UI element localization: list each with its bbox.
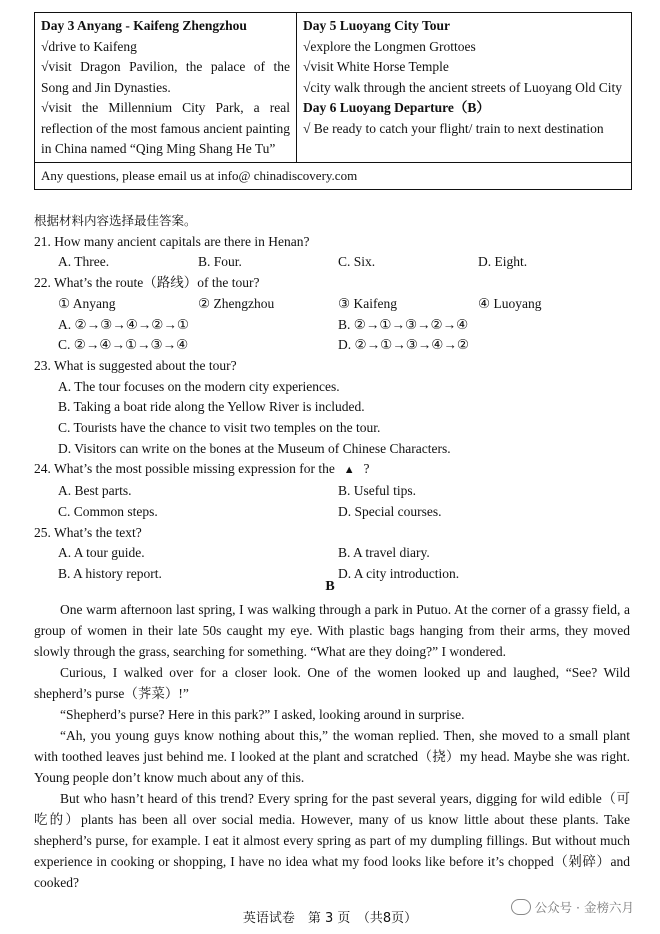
day3-line: √visit Dragon Pavilion, the palace of the Song and Jin Dynasties. xyxy=(41,59,290,95)
passage-paragraph: “Ah, you young guys know nothing about this,” the woman replied. Then, she moved to a small plant with toothed leaves just behind me. I looked at the plant and scratched（挠）my head. Maybe she was right. Young people don’t know much about any of this. xyxy=(34,728,630,785)
option-d[interactable]: D. Visitors can write on the bones at the Museum of Chinese Characters. xyxy=(58,440,451,456)
day5-line: √city walk through the ancient streets of Luoyang Old City xyxy=(303,79,622,95)
option-c[interactable]: B. A history report. xyxy=(58,565,162,581)
option-d[interactable]: D. Special courses. xyxy=(338,503,442,519)
option-a[interactable]: A. ②→③→④→②→① xyxy=(58,316,190,332)
watermark: 公众号 · 金榜六月 xyxy=(511,898,634,916)
day5-title: Day 5 Luoyang City Tour xyxy=(303,18,451,33)
day3-title: Day 3 Anyang - Kaifeng Zhengzhou xyxy=(41,18,247,33)
passage-paragraph: Curious, I walked over for a closer look. One of the women looked up and laughed, “See? Wild shepherd’s purse（荠菜）!” xyxy=(34,665,630,701)
option-a[interactable]: A. The tour focuses on the modern city experiences. xyxy=(58,378,340,394)
page-footer: 英语试卷 第 3 页 （共8页） xyxy=(242,911,418,926)
wechat-icon xyxy=(511,899,531,915)
place-label: ① Anyang xyxy=(58,295,116,311)
option-c[interactable]: C. Tourists have the chance to visit two temples on the tour. xyxy=(58,420,381,436)
question-21 xyxy=(34,232,634,273)
option-c[interactable]: C. Common steps. xyxy=(58,503,158,519)
day3-line: √drive to Kaifeng xyxy=(41,38,137,54)
place-label: ③ Kaifeng xyxy=(338,295,397,311)
option-d[interactable]: D. A city introduction. xyxy=(338,565,460,581)
option-a[interactable]: A. Three. xyxy=(58,254,110,270)
passage-b xyxy=(34,599,630,893)
question-25 xyxy=(34,523,634,585)
question-22 xyxy=(34,273,634,356)
question-stem: 22. What’s the route（路线）of the tour? xyxy=(34,275,260,291)
place-label: ④ Luoyang xyxy=(478,295,542,311)
day6-title: Day 6 Luoyang Departure（B） xyxy=(303,100,490,115)
option-b[interactable]: B. Useful tips. xyxy=(338,483,417,499)
place-label: ② Zhengzhou xyxy=(198,295,275,311)
question-24 xyxy=(34,459,634,522)
option-b[interactable]: B. Taking a boat ride along the Yellow River is included. xyxy=(58,399,365,415)
question-stem: 25. What’s the text? xyxy=(34,524,142,540)
passage-paragraph: “Shepherd’s purse? Here in this park?” I asked, looking around in surprise. xyxy=(60,707,465,722)
question-stem: 23. What is suggested about the tour? xyxy=(34,357,237,373)
itinerary-table xyxy=(34,12,632,190)
option-c[interactable]: C. Six. xyxy=(338,254,376,270)
question-23 xyxy=(34,356,634,460)
option-b[interactable]: B. Four. xyxy=(198,254,242,270)
option-b[interactable]: B. A travel diary. xyxy=(338,545,430,561)
contact-line: Any questions, please email us at info@ chinadiscovery.com xyxy=(35,162,631,190)
option-c[interactable]: C. ②→④→①→③→④ xyxy=(58,337,189,353)
option-d[interactable]: D. Eight. xyxy=(478,254,528,270)
itinerary-right-cell xyxy=(297,13,631,162)
question-stem: 21. How many ancient capitals are there in Henan? xyxy=(34,233,310,249)
day6-line: √ Be ready to catch your flight/ train to next destination xyxy=(303,120,604,136)
day3-line: √visit the Millennium City Park, a real reflection of the most famous ancient painting in China named “Qing Ming Shang He Tu” xyxy=(41,100,290,156)
section-b-heading: B xyxy=(325,579,335,594)
day5-line: √explore the Longmen Grottoes xyxy=(303,38,476,54)
questions-section xyxy=(34,211,634,585)
day5-line: √visit White Horse Temple xyxy=(303,59,449,74)
passage-paragraph: But who hasn’t heard of this trend? Every spring for the past several years, digging for wild edible（可吃的）plants has been all over social media. However, many of us know little about these plants. Take shepherd’s purse, for example. I eat it almost every spring as part of my dumpling fillings. But without much experience in cooking or shopping, I have no idea what my food looks like before it’s chopped（剁碎）and cooked? xyxy=(34,791,630,890)
option-a[interactable]: A. A tour guide. xyxy=(58,545,145,561)
blank-triangle-icon: ▲ xyxy=(338,464,361,477)
option-d[interactable]: D. ②→①→③→④→② xyxy=(338,337,470,353)
passage-paragraph: One warm afternoon last spring, I was walking through a park in Putuo. At the corner of a grassy field, a group of women in their late 50s caught my eye. With plastic bags hanging from their arms, they moved slowly through the grass, searching for something. “What are they doing?” I wondered. xyxy=(34,602,630,659)
option-a[interactable]: A. Best parts. xyxy=(58,483,132,499)
itinerary-left-cell xyxy=(35,13,297,162)
instruction: 根据材料内容选择最佳答案。 xyxy=(34,213,197,228)
question-stem: 24. What’s the most possible missing expression for the ▲ ? xyxy=(34,461,370,477)
option-b[interactable]: B. ②→①→③→②→④ xyxy=(338,316,469,332)
